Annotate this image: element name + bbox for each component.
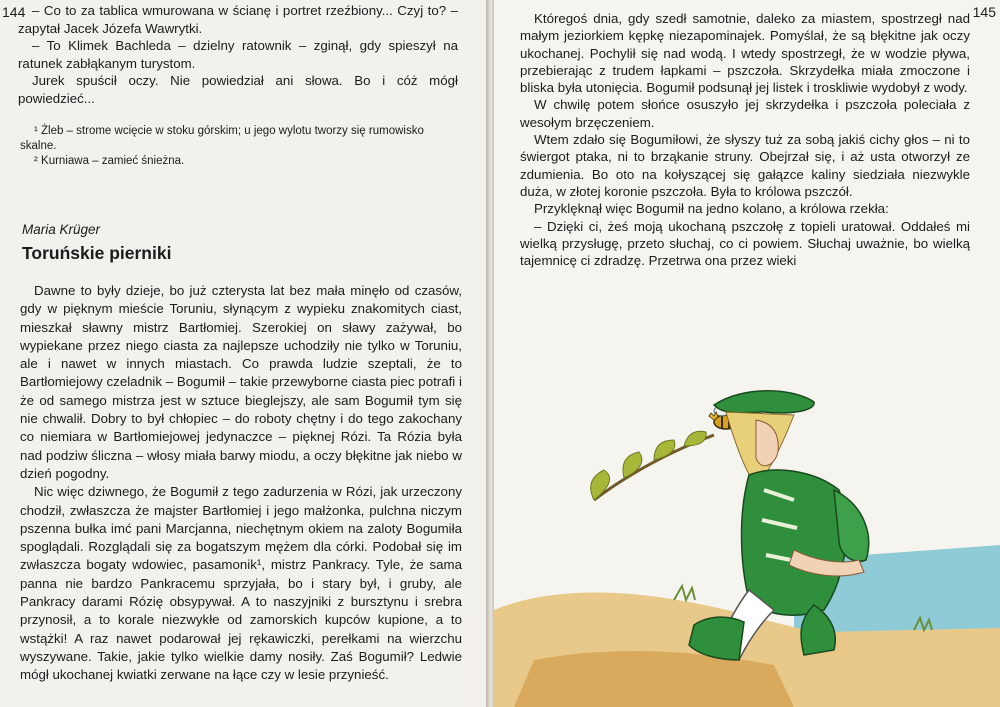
page-number-left: 144 (2, 4, 26, 20)
book-gutter (486, 0, 494, 707)
story-body-left (20, 282, 462, 685)
paragraph: – Dzięki ci, żeś moją ukochaną pszczołę z topieli uratował. Oddałeś mi wielką przysługę, przeto słuchaj, co ci powiem. Słuchaj uważnie, bo wielką tajemnicę ci zdradzę. Przetrwa ona przez wieki (520, 218, 970, 269)
previous-story-ending (18, 2, 458, 108)
paragraph: Któregoś dnia, gdy szedł samotnie, daleko za miastem, spostrzegł nad małym jeziorkiem kępkę niezapominajek. Pomyślał, że są błękitne jak oczy ukochanej. Pochylił się nad wodą. I wtedy spostrzegł, że w wodzie pływa, przebierając z trudem łapkami – pszczoła. Skrzydełka miała zmoczone i bliska była utonięcia. Bogumił podsunął jej listek i troskliwie wydobył z wody. (520, 11, 970, 96)
paragraph: W chwilę potem słońce osuszyło jej skrzydełka i pszczoła poleciała z wesołym brzęczeniem. (520, 97, 970, 130)
right-page (494, 0, 1000, 707)
footnote: ² Kurniawa – zamieć śnieżna. (34, 155, 185, 167)
paragraph: Wtem zdało się Bogumiłowi, że słyszy tuż za sobą jakiś cichy głos – ni to świergot ptaka, ni to brząkanie struny. Obejrzał się, i aż usta otworzył ze zdumienia. Bo oto na kołyszącej się gałązce kaliny siedziała niezwykle duża, w złotej koronie pszczoła. Była to królowa pszczół. (520, 132, 970, 199)
boy-tunic (742, 470, 847, 615)
page-number-right: 145 (972, 4, 996, 20)
left-page (0, 0, 486, 707)
paragraph: – Co to za tablica wmurowana w ścianę i portret rzeźbiony... Czyj to? – zapytał Jacek Józefa Wawrytki. (18, 3, 458, 36)
paragraph: Jurek spuścił oczy. Nie powiedział ani słowa. Bo i cóż mógł powiedzieć... (18, 73, 458, 106)
boy-hat (714, 391, 814, 413)
paragraph: Przyklęknął więc Bogumił na jedno kolano, a królowa rzekła: (534, 201, 889, 217)
paragraph: Nic więc dziwnego, że Bogumił z tego zadurzenia w Rózi, jak urzeczony chodził, zwłaszcza że majster Bartłomiej i jego małżonka, pulchna niczym pszenna bułka imć pani Marcjanna, niechętnym okiem na zaloty Bogumiła spoglądali. Rozglądali się za bogatszym mężem dla córki. Podobał się im zwłaszcza bogaty wdowiec, pasamonik¹, mistrz Pankracy. Tyle, że sama panna nie bardzo Pankracemu sprzyjała, bo i stary był, i gruby, ale Pankracy darami Rózię obsypywał. A to naszyjniki z bursztynu i srebra przynosił, a to korale niezwykłe od zamorskich kupców kupione, a to wstążki! A raz nawet podarował jej rękawiczki, perełkami na wierzchu wyszywane. Takie, jakie tylko wielkie damy nosiły. Zaś Bogumił? Ledwie mógł ukochanej kwiatki zerwane na łące czy w lesie przynieść. (20, 484, 462, 683)
illustration-kneeling-boy-and-bee (494, 360, 1000, 707)
story-body-right (520, 10, 970, 269)
paragraph: – To Klimek Bachleda – dzielny ratownik – zginął, gdy spieszył na ratunek zabłąkanym turystom. (18, 38, 458, 71)
story-author: Maria Krüger (22, 222, 101, 237)
paragraph: Dawne to były dzieje, bo już czterysta lat bez mała minęło od czasów, gdy w pięknym mieście Toruniu, słynącym z wypieku znakomitych ciast, mieszkał sławny mistrz Bartłomiej. Szerokiej on sławy zażywał, bo wypiekane przez niego ciasta za najlepsze uchodziły nie tylko w Toruniu, ale i nawet w innych miastach. Co prawda ludzie szeptali, że to Bartłomiejowy czeladnik – Bogumił – takie przewyborne ciasta piec potrafi i że od samego mistrza jest w sztuce bieglejszy, ale sam Bogumił tym się nie chwalił. Dobry to był chłopiec – do roboty chętny i do tego zakochany co niemiara w Bartłomiejowej jedynaczce – pięknej Rózi. Ta Rózia była nad podziw śliczna – włosy miała barwy miodu, a oczy błękitne jak niebo w dzień pogodny. (20, 283, 462, 481)
footnote: ¹ Żleb – strome wcięcie w stoku górskim; u jego wylotu tworzy się rumowisko skalne. (20, 125, 424, 152)
footnotes (20, 124, 460, 169)
story-title: Toruńskie pierniki (22, 243, 172, 263)
